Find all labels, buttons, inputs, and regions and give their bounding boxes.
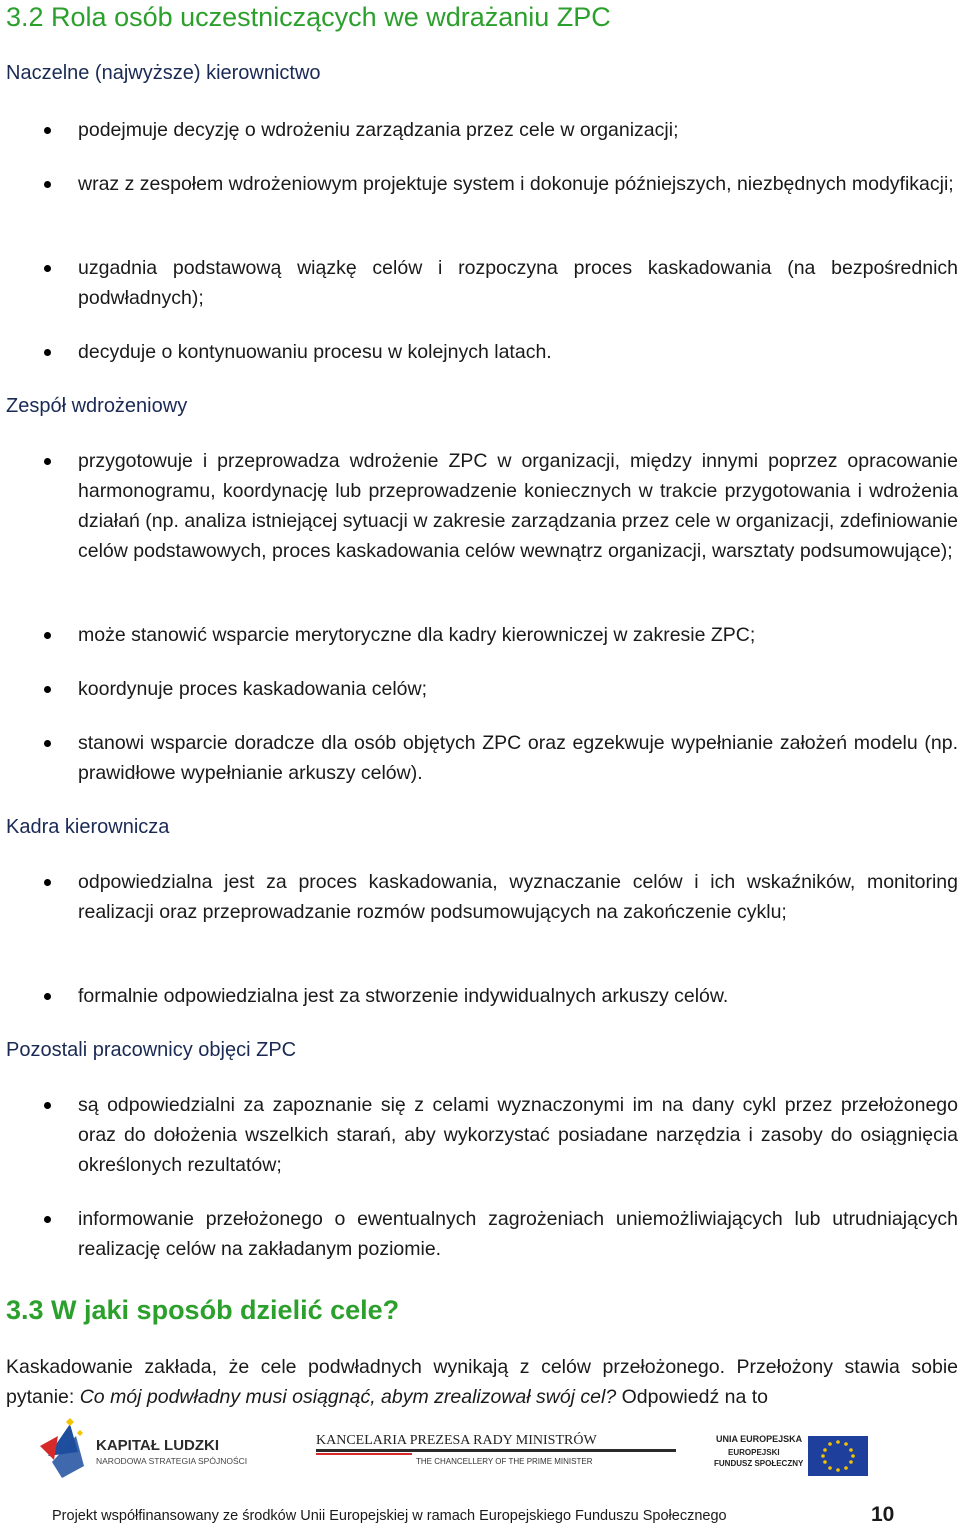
list-item: przygotowuje i przeprowadza wdrożenie ZPC w organizacji, między innymi poprzez opracowanie harmonogramu, koordynację lub przeprowadzenie koniecznych w trakcie przygotowania i wdrożenia działań (np. analiza istniejącej sytuacji w zakresie zarządzania przez cele w organizacji, zdefiniowanie celów podstawowych, proces kaskadowania celów wewnątrz organizacji, warsztaty podsumowujące); <box>78 446 958 566</box>
list-item: informowanie przełożonego o ewentualnych zagrożeniach uniemożliwiających lub utrudniających realizację celów na zakładanym poziomie. <box>78 1204 958 1264</box>
kprm-logo <box>312 1428 682 1468</box>
kapital-ludzki-logo <box>40 1416 255 1482</box>
section-heading: 3.3 W jaki sposób dzielić cele? <box>6 1295 400 1325</box>
svg-text:KANCELARIA PREZESA RADY MINIST: KANCELARIA PREZESA RADY MINISTRÓW <box>316 1433 597 1448</box>
body-paragraph: Kaskadowanie zakłada, że cele podwładnych wynikają z celów przełożonego. Przełożony stawia sobie pytanie: Co mój podwładny musi osiągnąć, abym zrealizował swój cel? Odpowiedź na to <box>6 1356 958 1408</box>
svg-text:KAPITAŁ LUDZKI: KAPITAŁ LUDZKI <box>96 1437 220 1454</box>
svg-text:FUNDUSZ SPOŁECZNY: FUNDUSZ SPOŁECZNY <box>714 1459 804 1468</box>
list-item: stanowi wsparcie doradcze dla osób objętych ZPC oraz egzekwuje wypełnianie założeń modelu (np. prawidłowe wypełnianie arkuszy celów). <box>78 728 958 788</box>
list-item: są odpowiedzialni za zapoznanie się z celami wyznaczonymi im na dany cykl przez przełożonego oraz do dołożenia wszelkich starań, aby wykorzystać posiadane narzędzia i zasoby do osiągnięcia określonych rezultatów; <box>78 1090 958 1180</box>
list-item: odpowiedzialna jest za proces kaskadowania, wyznaczanie celów i ich wskaźników, monitoring realizacji oraz przeprowadzanie rozmów podsumowujących na zakończenie cyklu; <box>78 867 958 927</box>
svg-text:NARODOWA STRATEGIA SPÓJNOŚCI: NARODOWA STRATEGIA SPÓJNOŚCI <box>96 1456 248 1466</box>
group-title: Kadra kierownicza <box>6 816 170 838</box>
svg-text:EUROPEJSKI: EUROPEJSKI <box>728 1448 780 1457</box>
group-title: Naczelne (najwyższe) kierownictwo <box>6 62 321 84</box>
section-heading: 3.2 Rola osób uczestniczących we wdrażaniu ZPC <box>6 2 611 32</box>
italic-question: Co mój podwładny musi osiągnąć, abym zrealizował swój cel? <box>79 1386 617 1408</box>
svg-text:THE CHANCELLERY OF THE PRIME M: THE CHANCELLERY OF THE PRIME MINISTER <box>416 1457 593 1466</box>
list-item: koordynuje proces kaskadowania celów; <box>78 674 958 704</box>
footer-note: Projekt współfinansowany ze środków Unii Europejskiej w ramach Europejskiego Funduszu Społecznego <box>52 1508 727 1524</box>
list-item: może stanowić wsparcie merytoryczne dla kadry kierowniczej w zakresie ZPC; <box>78 620 958 650</box>
list-item: wraz z zespołem wdrożeniowym projektuje system i dokonuje późniejszych, niezbędnych modyfikacji; <box>78 169 958 199</box>
group-title: Pozostali pracownicy objęci ZPC <box>6 1039 297 1061</box>
group-title: Zespół wdrożeniowy <box>6 395 188 417</box>
page-number: 10 <box>871 1503 895 1526</box>
eu-flag-logo <box>700 1420 875 1480</box>
list-item: decyduje o kontynuowaniu procesu w kolejnych latach. <box>78 337 958 367</box>
list-item: podejmuje decyzję o wdrożeniu zarządzania przez cele w organizacji; <box>78 115 958 145</box>
svg-text:UNIA EUROPEJSKA: UNIA EUROPEJSKA <box>716 1434 803 1444</box>
list-item: formalnie odpowiedzialna jest za stworzenie indywidualnych arkuszy celów. <box>78 981 958 1011</box>
list-item: uzgadnia podstawową wiązkę celów i rozpoczyna proces kaskadowania (na bezpośrednich podwładnych); <box>78 253 958 313</box>
